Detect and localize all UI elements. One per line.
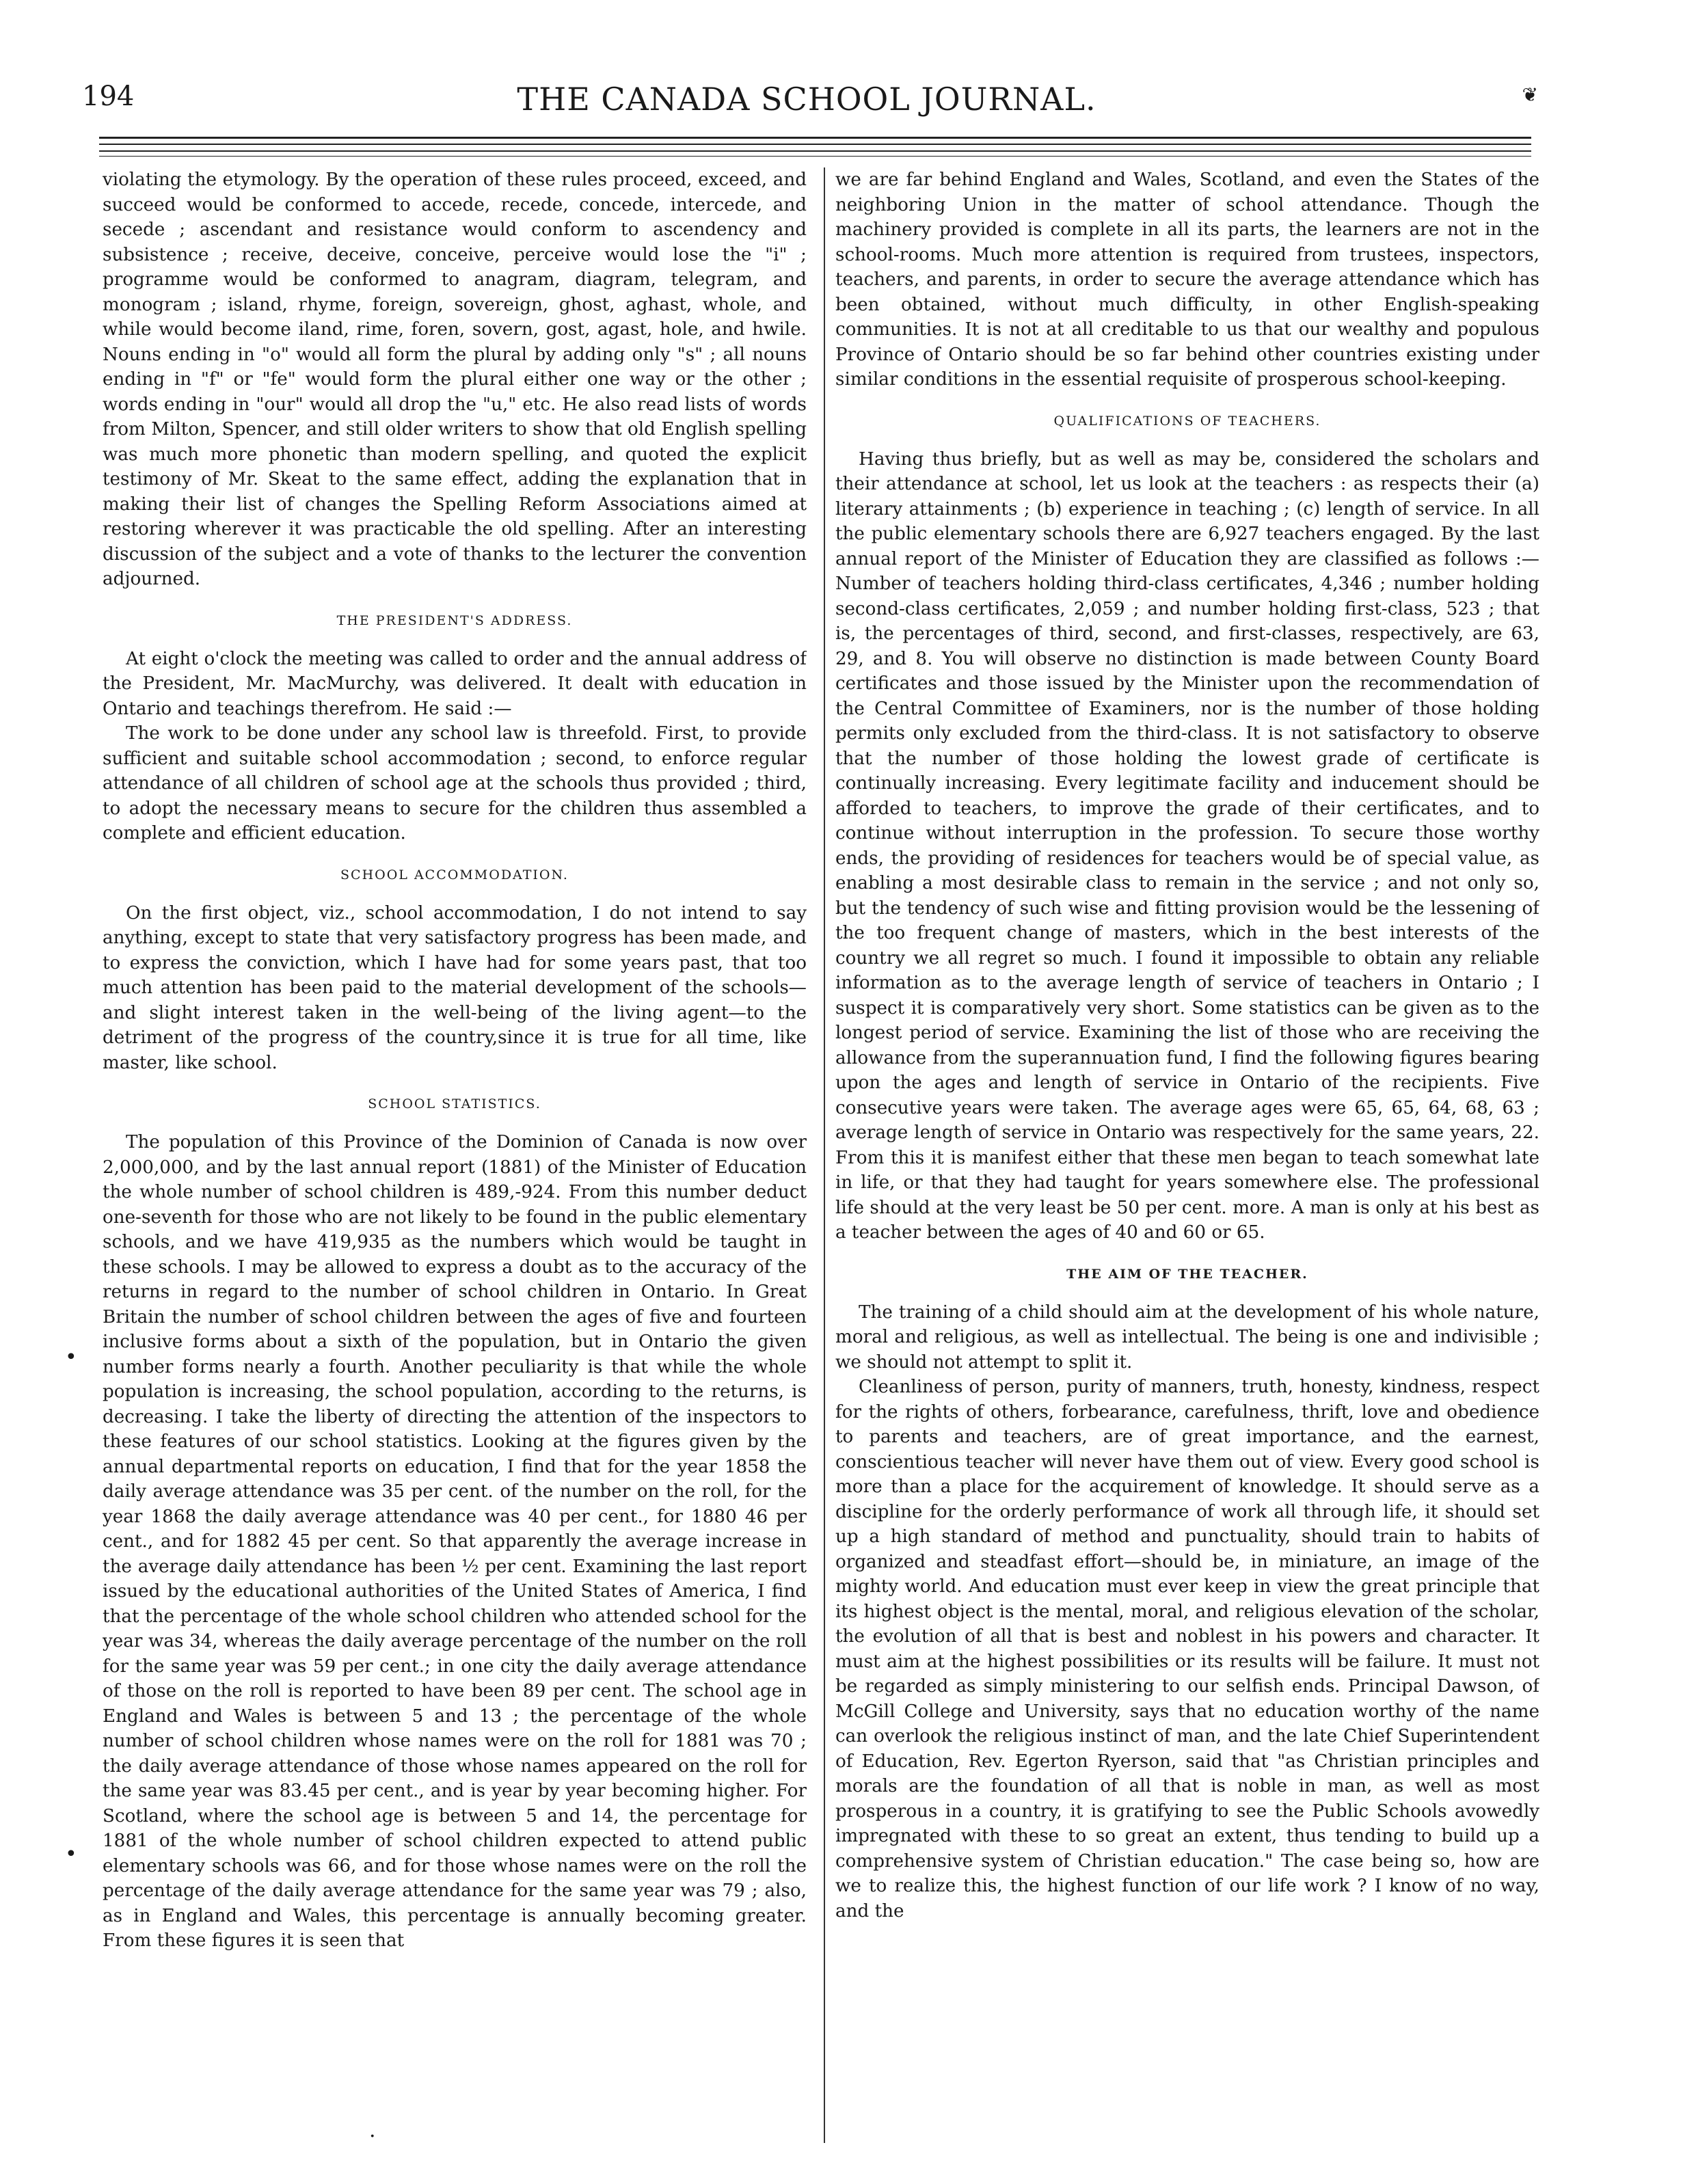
paragraph: we are far behind England and Wales, Scotland, and even the States of the neighboring Union in the matter of school attendance. Though the machinery provided is complete in all its parts, the learners are not in the school-rooms. Much more attention is required from trustees, inspectors, teachers, and parents, in order to secure the average attendance which has been obtained, without much difficulty, in other English-speaking communities. It is not at all creditable to us that our wealthy and populous Province of Ontario should be so far behind other countries existing under similar conditions in the essential requisite of prosperous school-keeping. <box>835 170 1539 390</box>
section-heading-qualifications: QUALIFICATIONS OF TEACHERS. <box>1053 413 1321 429</box>
section-heading-school-statistics: SCHOOL STATISTICS. <box>368 1096 541 1111</box>
header-rule <box>99 137 1531 139</box>
right-column <box>835 167 1539 2143</box>
column-divider <box>824 167 825 2143</box>
paragraph: violating the etymology. By the operation of these rules proceed, exceed, and succeed would be conformed to accede, recede, concede, intercede, and secede ; ascendant and resistance would conform to ascendency and subsistence ; receive, deceive, conceive, perceive would lose the "i" ; programme would be conformed to anagram, diagram, telegram, and monogram ; island, rhyme, foreign, sovereign, ghost, aghast, whole, and while would become iland, rime, foren, sovern, gost, agast, hole, and hwile. Nouns ending in "o" would all form the plural by adding only "s" ; all nouns ending in "f" or "fe" would form the plural either one way or the other ; words ending in "our" would all drop the "u," etc. He also read lists of words from Milton, Spencer, and still older writers to show that old English spelling was much more phonetic than modern spelling, and quoted the explicit testimony of Mr. Skeat to the same effect, adding the explanation that in making their list of changes the Spelling Reform Associations aimed at restoring wherever it was practicable the old spelling. After an interesting discussion of the subject and a vote of thanks to the lecturer the convention adjourned. <box>103 170 807 589</box>
journal-title: THE CANADA SCHOOL JOURNAL. <box>517 81 1096 118</box>
section-heading-aim-of-teacher: THE AIM OF THE TEACHER. <box>1066 1266 1308 1282</box>
paragraph: On the first object, viz., school accommodation, I do not intend to say anything, except to state that very satisfactory progress has been made, and to express the conviction, which I have had for some years past, that too much attention has been paid to the material development of the schools—and slight interest taken in the well-being of the living agent—to the detriment of the progress of the country,since it is true for all time, like master, like school. <box>103 902 807 1073</box>
section-heading-presidents-address: THE PRESIDENT'S ADDRESS. <box>336 612 573 628</box>
paragraph: The population of this Province of the Dominion of Canada is now over 2,000,000, and by the last annual report (1881) of the Minister of Education the whole number of school children is 489,-924. From this number deduct one-seventh for those who are not likely to be found in the public elementary schools, and we have 419,935 as the numbers which would be taught in these schools. I may be allowed to express a doubt as to the accuracy of the returns in regard to the number of school children in Ontario. In Great Britain the number of school children between the ages of five and fourteen inclusive forms about a sixth of the population, but in Ontario the given number forms nearly a fourth. Another peculiarity is that while the whole population is increasing, the school population, according to the returns, is decreasing. I take the liberty of directing the attention of the inspectors to these features of our school statistics. Looking at the figures given by the annual departmental reports on education, I find that for the year 1858 the daily average attendance was 35 per cent. of the number on the roll, for the year 1868 the daily average attendance was 40 per cent., for 1880 46 per cent., and for 1882 45 per cent. So that apparently the average increase in the average daily attendance has been ½ per cent. Examining the last report issued by the educational authorities of the United States of America, I find that the percentage of the whole school children who attended school for the year was 34, whereas the daily average percentage of the number on the roll for the same year was 59 per cent.; in one city the daily average attendance of those on the roll is reported to have been 89 per cent. The school age in England and Wales is between 5 and 13 ; the percentage of the whole number of school children whose names were on the roll for 1881 was 70 ; the daily average attendance of those whose names appeared on the roll for the same year was 83.45 per cent., and is year by year becoming higher. For Scotland, where the school age is between 5 and 14, the percentage for 1881 of the whole number of school children expected to attend public elementary schools was 66, and for those whose names were on the roll the percentage of the daily average attendance for the same year was 79 ; also, as in England and Wales, this percentage is annually becoming greater. From these figures it is seen that <box>103 1132 807 1951</box>
section-heading-school-accommodation: SCHOOL ACCOMMODATION. <box>340 867 569 882</box>
margin-dot-icon: • <box>65 1842 77 1866</box>
paragraph: Cleanliness of person, purity of manners, truth, honesty, kindness, respect for the rights of others, forbearance, carefulness, thrift, love and obedience to parents and teachers, are of great importance, and the earnest, conscientious teacher will never have them out of view. Every good school is more than a place for the acquirement of knowledge. It should serve as a discipline for the orderly performance of work all through life, it should set up a high standard of method and punctuality, should train to habits of organized and steadfast effort—should be, in miniature, an image of the mighty world. And education must ever keep in view the great principle that its highest object is the mental, moral, and religious elevation of the scholar, the evolution of all that is best and noblest in his powers and character. It must aim at the highest possibilities or its results will be failure. It must not be regarded as simply ministering to our selfish ends. Principal Dawson, of McGill College and University, says that no education worthy of the name can overlook the religious instinct of man, and the late Chief Superintendent of Education, Rev. Egerton Ryerson, said that "as Christian principles and morals are the foundation of all that is noble in man, as well as most prosperous in a country, it is gratifying to see the Public Schools avowedly impregnated with these to so great an extent, thus tending to build up a comprehensive system of Christian education." The case being so, how are we to realize this, the highest function of our life work ? I know of no way, and the <box>835 1377 1539 1922</box>
left-column <box>103 167 807 2143</box>
page-number: 194 <box>82 81 135 112</box>
paragraph: Having thus briefly, but as well as may be, considered the scholars and their attendance at school, let us look at the teachers : as respects their (a) literary attainments ; (b) experience in teaching ; (c) length of service. In all the public elementary schools there are 6,927 teachers engaged. By the last annual report of the Minister of Education they are classified as follows :—Number of teachers holding third-class certificates, 4,346 ; number holding second-class certificates, 2,059 ; and number holding first-class, 523 ; that is, the percentages of third, second, and first-classes, respectively, are 63, 29, and 8. You will observe no distinction is made between County Board certificates and those issued by the Minister upon the recommendation of the Central Committee of Examiners, nor is the number of those holding permits only excluded from the third-class. It is not satisfactory to observe that the number of those holding the lowest grade of certificate is continually increasing. Every legitimate facility and inducement should be afforded to teachers, to improve the grade of their certificates, and to continue without interruption in the profession. To secure those worthy ends, the providing of residences for teachers would be of special value, as enabling a most desirable class to remain in the service ; and not only so, but the tendency of such wise and fitting provision would be the lessening of the too frequent change of masters, which in the best interests of the country we all regret so much. I found it impossible to obtain any reliable information as to the average length of service of teachers in Ontario ; I suspect it is comparatively very short. Some statistics can be given as to the longest period of service. Examining the list of those who are receiving the allowance from the superannuation fund, I find the following figures bearing upon the ages and length of service in Ontario of the recipients. Five consecutive years were taken. The average ages were 65, 65, 64, 68, 63 ; average length of service in Ontario was respectively for the same years, 22. From this it is manifest either that these men began to teach somewhat late in life, or that they had taught for years somewhere else. The professional life should at the very least be 50 per cent. more. A man is only at his best as a teacher between the ages of 40 and 60 or 65. <box>835 448 1539 1243</box>
margin-dot-icon: • <box>65 1345 77 1369</box>
paragraph: At eight o'clock the meeting was called to order and the annual address of the President, Mr. MacMurchy, was delivered. It dealt with education in Ontario and teachings therefrom. He said :— <box>103 648 807 719</box>
paragraph: The work to be done under any school law is threefold. First, to provide sufficient and suitable school accommodation ; second, to enforce regular attendance of all children of school age at the schools thus provided ; third, to adopt the necessary means to secure for the children thus assembled a complete and efficient education. <box>103 723 807 844</box>
header-rule <box>99 156 1531 157</box>
header-rule <box>99 144 1531 145</box>
page-header <box>82 81 1538 122</box>
corner-ornament-icon: ❦ <box>1522 83 1538 106</box>
paragraph: The training of a child should aim at the development of his whole nature, moral and religious, as well as intellectual. The being is one and indivisible ; we should not attempt to split it. <box>835 1302 1539 1373</box>
margin-dot-icon: · <box>369 2125 376 2148</box>
header-rule <box>99 150 1531 152</box>
